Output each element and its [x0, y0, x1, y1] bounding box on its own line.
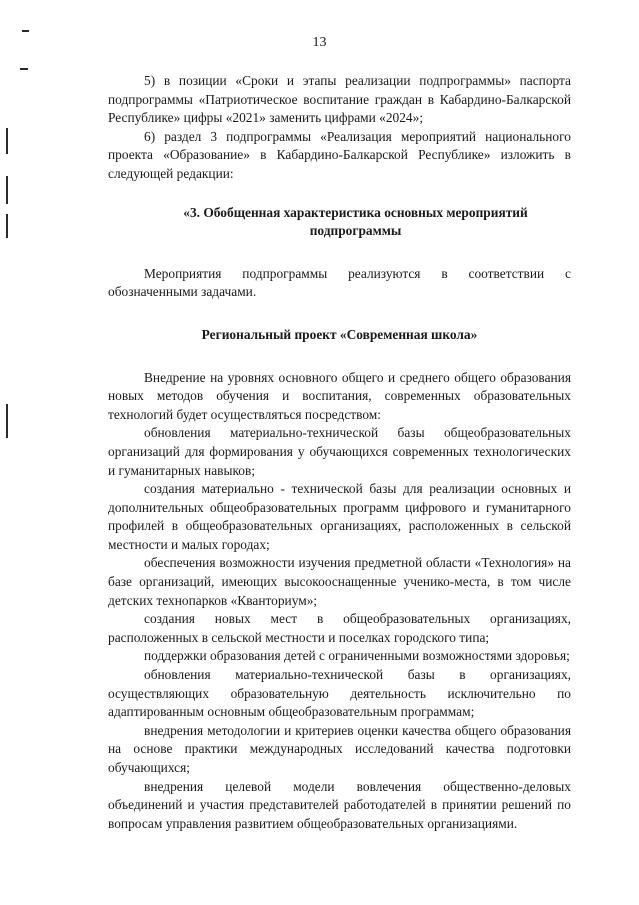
scan-mark [6, 214, 8, 238]
scan-mark [20, 68, 28, 70]
lead-paragraph: Внедрение на уровнях основного общего и среднего общего образования новых методов обучения и воспитания, современных образовательных технологий будет осуществляться посредством: [108, 369, 571, 422]
paragraph-item-5: 5) в позиции «Сроки и этапы реализации подпрограммы» паспорта подпрограммы «Патриотическое воспитание граждан в Кабардино-Балкарской Республике» цифры «2021» заменить цифрами «2024»; [108, 73, 571, 126]
list-item: обновления материально-технической базы общеобразовательных организаций для формирования у обучающихся современных технологических и гуманитарных навыков; [108, 425, 571, 478]
scan-mark [22, 30, 29, 32]
list-item: создания новых мест в общеобразовательных организациях, расположенных в сельской местности и поселках городского типа; [108, 611, 571, 645]
scan-mark [6, 176, 8, 204]
scan-mark [6, 404, 8, 438]
list-item: создания материально - технической базы для реализации основных и дополнительных общеобразовательных программ цифрового и гуманитарного профилей в общеобразовательных организациях, расположенных в сельской местности и малых городах; [108, 481, 571, 552]
section-heading: «3. Обобщенная характеристика основных мероприятий подпрограммы [183, 204, 528, 239]
intro-paragraph: Мероприятия подпрограммы реализуются в соответствии с обозначенными задачами. [108, 265, 571, 300]
list-item: обновления материально-технической базы в организациях, осуществляющих образовательную деятельность исключительно по адаптированным основным общеобразовательным программам; [108, 667, 571, 720]
paragraph-item-6: 6) раздел 3 подпрограммы «Реализация мероприятий национального проекта «Образование» в Кабардино-Балкарской Республике» изложить в следующей редакции: [108, 128, 571, 181]
project-heading: Региональный проект «Современная школа» [201, 326, 478, 342]
page-number: 13 [312, 35, 327, 50]
list-item: обеспечения возможности изучения предметной области «Технология» на базе организаций, имеющих высокооснащенные ученико-места, в том числе детских технопарков «Кванториум»; [108, 555, 571, 608]
list-item: внедрения целевой модели вовлечения общественно-деловых объединений и участия представителей работодателей в принятии решений по вопросам управления развитием общеобразовательных организациями. [108, 778, 571, 831]
list-item: внедрения методологии и критериев оценки качества общего образования на основе практики международных исследований качества подготовки обучающихся; [108, 722, 571, 775]
document-body [108, 72, 571, 833]
scan-mark [6, 128, 8, 154]
list-item: поддержки образования детей с ограниченными возможностями здоровья; [144, 648, 570, 664]
